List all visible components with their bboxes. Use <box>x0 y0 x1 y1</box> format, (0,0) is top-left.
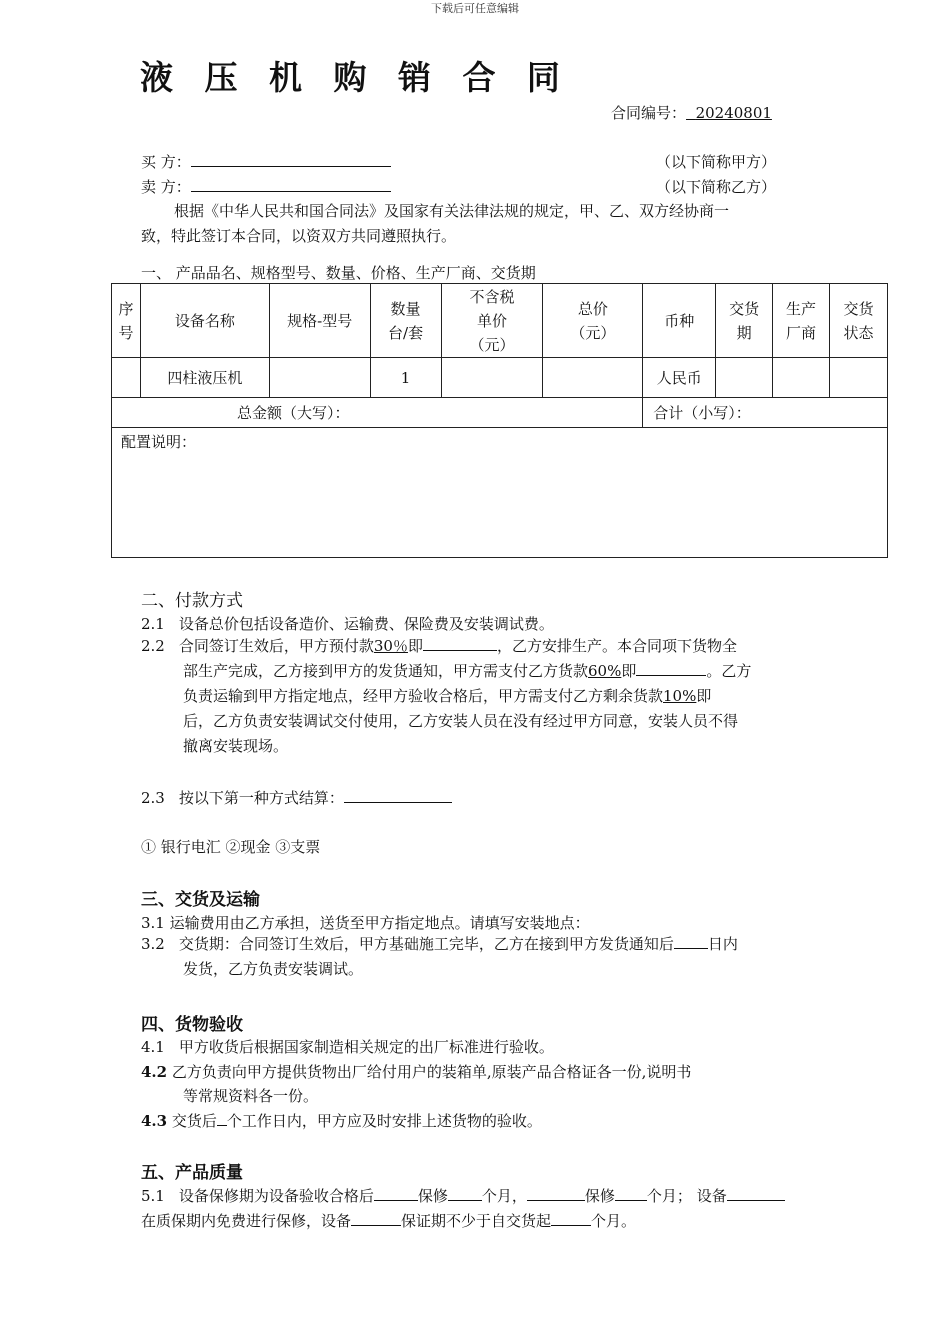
col-status: 交货 状态 <box>830 284 888 358</box>
section-4-heading: 四、货物验收 <box>141 1015 243 1035</box>
clause-text: 交货期：合同签订生效后，甲方基础施工完毕，乙方在接到甲方发货通知后 <box>178 935 674 953</box>
clause-text: 设备保修期为设备验收合格后 <box>178 1187 374 1205</box>
clause-text: 部生产完成，乙方接到甲方的发货通知，甲方需支付乙方货款 <box>183 662 589 680</box>
clause-text: 即 <box>407 637 423 655</box>
clause-text: 保修 <box>584 1187 615 1205</box>
total-lower: 合计（小写）： <box>643 398 888 428</box>
table-row <box>112 358 888 398</box>
section-3-heading: 三、交货及运输 <box>141 890 260 910</box>
buyer-label: 买 方： <box>141 153 191 171</box>
table-config-row <box>112 428 888 558</box>
clause-text: 个月； 设备 <box>646 1187 727 1205</box>
warranty-months-2[interactable] <box>615 1186 647 1201</box>
clause-2-2 <box>141 634 737 659</box>
col-name: 设备名称 <box>140 284 269 358</box>
clause-text: 合同签订生效后，甲方预付款 <box>178 637 374 655</box>
prepay-amount-field[interactable] <box>423 636 497 651</box>
clause-2-1 <box>141 613 554 634</box>
clause-4-3 <box>141 1110 542 1131</box>
cell-maker[interactable] <box>773 358 830 398</box>
cell-unit-price[interactable] <box>441 358 543 398</box>
clause-2-2-line-2 <box>183 659 751 684</box>
clause-3-2 <box>141 932 738 957</box>
payment-methods: ① 银行电汇 ②现金 ③支票 <box>141 838 321 856</box>
col-total: 总价 （元） <box>543 284 643 358</box>
product-table <box>111 283 888 558</box>
table-header-row <box>112 284 888 358</box>
col-model: 规格-型号 <box>269 284 370 358</box>
cell-name: 四柱液压机 <box>140 358 269 398</box>
cell-model[interactable] <box>269 358 370 398</box>
contract-number-value: 20240801 <box>695 104 772 122</box>
guarantee-item-field[interactable] <box>351 1211 401 1226</box>
settlement-method-field[interactable] <box>344 788 452 803</box>
clause-text: 个工作日内，甲方应及时安排上述货物的验收。 <box>226 1112 542 1130</box>
clause-3-2-line-2: 发货，乙方负责安装调试。 <box>183 960 364 978</box>
clause-num: 5.1 <box>141 1187 165 1205</box>
clause-text: 即 <box>621 662 637 680</box>
clause-num: 2.3 <box>141 789 165 807</box>
section-1-heading: 一、 产品品名、规格型号、数量、价格、生产厂商、交货期 <box>141 264 536 282</box>
warranty-months-1[interactable] <box>448 1186 482 1201</box>
warranty-device-field[interactable] <box>727 1186 785 1201</box>
section-5-heading: 五、产品质量 <box>141 1163 243 1183</box>
clause-2-2-line-3 <box>183 684 711 709</box>
clause-5-1 <box>141 1185 785 1206</box>
cell-status[interactable] <box>830 358 888 398</box>
clause-text: 个月。 <box>591 1212 637 1230</box>
col-maker: 生产 厂商 <box>773 284 830 358</box>
buyer-line <box>141 151 391 172</box>
col-period: 交货 期 <box>716 284 773 358</box>
clause-text: 。乙方 <box>706 662 752 680</box>
clause-text: 日内 <box>707 935 738 953</box>
warranty-field-2[interactable] <box>527 1186 585 1201</box>
clause-text: 负责运输到甲方指定地点，经甲方验收合格后，甲方需支付乙方剩余货款 <box>183 687 664 705</box>
prepay-percent: 30％ <box>373 637 408 655</box>
clause-4-2-line-2: 等常规资料各一份。 <box>183 1087 319 1105</box>
delivery-days-field[interactable] <box>674 934 708 949</box>
clause-text: 设备总价包括设备造价、运输费、保险费及安装调试费。 <box>178 615 554 633</box>
col-seq: 序 号 <box>112 284 141 358</box>
clause-2-2-line-4: 后，乙方负责安装调试交付使用，乙方安装人员在没有经过甲方同意，安装人员不得 <box>183 712 739 730</box>
total-upper: 总金额（大写）： <box>112 398 643 428</box>
clause-text: 即 <box>696 687 712 705</box>
buyer-field[interactable] <box>191 152 391 167</box>
seller-label: 卖 方： <box>141 178 191 196</box>
clause-text: 甲方收货后根据国家制造相关规定的出厂标准进行验收。 <box>178 1038 554 1056</box>
clause-2-3 <box>141 787 452 808</box>
col-currency: 币种 <box>643 284 716 358</box>
config-note: 配置说明： <box>112 428 888 558</box>
clause-num: 4.1 <box>141 1038 165 1056</box>
clause-4-1 <box>141 1036 554 1057</box>
contract-number <box>611 102 772 123</box>
col-qty: 数量 台/套 <box>370 284 441 358</box>
clause-num: 2.2 <box>141 637 165 655</box>
clause-text: 在质保期内免费进行保修，设备 <box>141 1212 352 1230</box>
buyer-note: （以下简称甲方） <box>656 153 777 171</box>
clause-4-2 <box>141 1061 691 1082</box>
clause-text: 保修 <box>417 1187 448 1205</box>
clause-text: 交货后 <box>171 1112 217 1130</box>
delivery-amount-field[interactable] <box>636 661 706 676</box>
seller-field[interactable] <box>191 177 391 192</box>
page-title: 液 压 机 购 销 合 同 <box>140 58 570 97</box>
clause-num: 2.1 <box>141 615 165 633</box>
intro-line-1: 根据《中华人民共和国合同法》及国家有关法律法规的规定，甲、乙、双方经协商一 <box>174 202 730 220</box>
seller-note: （以下简称乙方） <box>656 178 777 196</box>
table-total-row <box>112 398 888 428</box>
remaining-percent: 10% <box>663 687 697 705</box>
clause-text: ，乙方安排生产。本合同项下货物全 <box>496 637 737 655</box>
clause-text: 保证期不少于自交货起 <box>401 1212 552 1230</box>
section-2-heading: 二、付款方式 <box>141 591 243 611</box>
guarantee-months-field[interactable] <box>551 1211 591 1226</box>
header-note: 下载后可任意编辑 <box>431 2 519 15</box>
cell-currency: 人民币 <box>643 358 716 398</box>
clause-num: 3.2 <box>141 935 165 953</box>
intro-line-2: 致，特此签订本合同，以资双方共同遵照执行。 <box>141 227 457 245</box>
clause-text: 按以下第一种方式结算： <box>178 789 344 807</box>
warranty-field-1[interactable] <box>374 1186 418 1201</box>
cell-total[interactable] <box>543 358 643 398</box>
cell-period[interactable] <box>716 358 773 398</box>
clause-num: 4.2 <box>141 1063 168 1081</box>
delivery-percent: 60% <box>588 662 622 680</box>
cell-qty: 1 <box>370 358 441 398</box>
acceptance-days-field[interactable] <box>217 1111 227 1126</box>
clause-2-2-line-5: 撤离安装现场。 <box>183 737 289 755</box>
clause-text: 个月， <box>481 1187 527 1205</box>
clause-text: 乙方负责向甲方提供货物出厂给付用户的装箱单,原装产品合格证各一份,说明书 <box>171 1063 692 1081</box>
clause-5-1-line-2 <box>141 1210 636 1231</box>
clause-num: 4.3 <box>141 1112 168 1130</box>
seller-line <box>141 176 391 197</box>
contract-number-label: 合同编号： <box>611 104 687 122</box>
cell-seq[interactable] <box>112 358 141 398</box>
clause-3-1: 3.1 运输费用由乙方承担，送货至甲方指定地点。请填写安装地点： <box>141 914 590 932</box>
col-unit-price: 不含税 单价 （元） <box>441 284 543 358</box>
